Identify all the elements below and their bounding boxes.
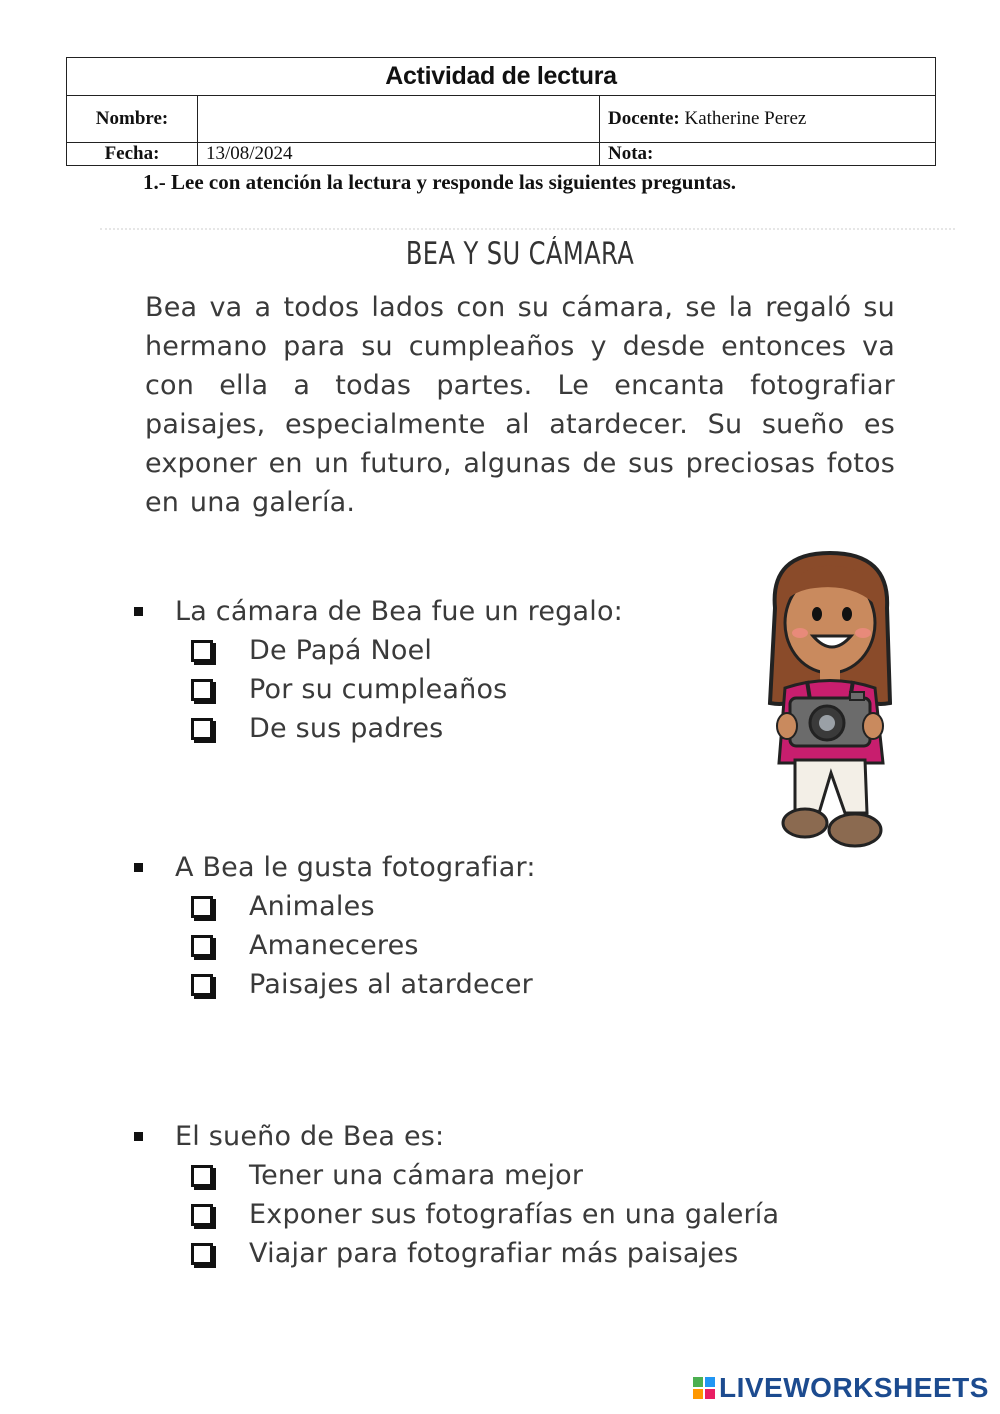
nota-label: Nota: (608, 143, 654, 164)
bullet-icon (134, 607, 143, 616)
option-label: Viajar para fotografiar más paisajes (249, 1238, 739, 1269)
docente-cell (600, 96, 936, 143)
option[interactable] (191, 1234, 779, 1273)
option[interactable] (191, 1195, 779, 1234)
question-text: El sueño de Bea es: (175, 1121, 445, 1152)
option-label: De sus padres (249, 713, 444, 744)
checkbox-icon[interactable] (191, 640, 213, 662)
option-label: Tener una cámara mejor (249, 1160, 584, 1191)
nombre-field[interactable] (198, 96, 600, 143)
question-text: La cámara de Bea fue un regalo: (175, 596, 623, 627)
option[interactable] (191, 926, 536, 965)
checkbox-icon[interactable] (191, 1243, 213, 1265)
checkbox-icon[interactable] (191, 935, 213, 957)
fecha-label: Fecha: (67, 143, 198, 166)
bullet-icon (134, 863, 143, 872)
question-1 (134, 592, 623, 748)
checkbox-icon[interactable] (191, 718, 213, 740)
divider (100, 228, 955, 230)
nombre-label: Nombre: (67, 96, 198, 143)
option[interactable] (191, 887, 536, 926)
question-3 (134, 1117, 779, 1273)
option[interactable] (191, 709, 623, 748)
fecha-value: 13/08/2024 (198, 143, 600, 166)
option[interactable] (191, 1156, 779, 1195)
liveworksheets-logo (693, 1372, 989, 1404)
option-label: Amaneceres (249, 930, 419, 961)
instruction: 1.- Lee con atención la lectura y responde las siguientes preguntas. (143, 170, 737, 194)
option[interactable] (191, 631, 623, 670)
question-text: A Bea le gusta fotografiar: (175, 852, 536, 883)
checkbox-icon[interactable] (191, 1204, 213, 1226)
story-title: BEA Y SU CÁMARA (405, 236, 635, 272)
docente-label: Docente: (608, 108, 680, 129)
girl-with-camera-illustration (755, 548, 905, 858)
option[interactable] (191, 965, 536, 1004)
liveworksheets-logo-icon (693, 1377, 715, 1399)
checkbox-icon[interactable] (191, 896, 213, 918)
option-label: Animales (249, 891, 375, 922)
question-2 (134, 848, 536, 1004)
checkbox-icon[interactable] (191, 1165, 213, 1187)
option-label: Paisajes al atardecer (249, 969, 533, 1000)
header-table (66, 57, 936, 166)
nota-cell (600, 143, 936, 166)
page-title: Actividad de lectura (67, 58, 936, 96)
bullet-icon (134, 1132, 143, 1141)
option[interactable] (191, 670, 623, 709)
story-text: Bea va a todos lados con su cámara, se la regaló su hermano para su cumpleaños y desde entonces va con ella a todas partes. Le encanta fotografiar paisajes, especialmente al atardecer. Su sueño es exponer en un futuro, algunas de sus preciosas fotos en una galería. (145, 292, 895, 518)
watermark-text: LIVEWORKSHEETS (719, 1372, 989, 1403)
option-label: De Papá Noel (249, 635, 433, 666)
docente-value: Katherine Perez (684, 108, 807, 129)
option-label: Exponer sus fotografías en una galería (249, 1199, 780, 1230)
checkbox-icon[interactable] (191, 679, 213, 701)
checkbox-icon[interactable] (191, 974, 213, 996)
option-label: Por su cumpleaños (249, 674, 508, 705)
